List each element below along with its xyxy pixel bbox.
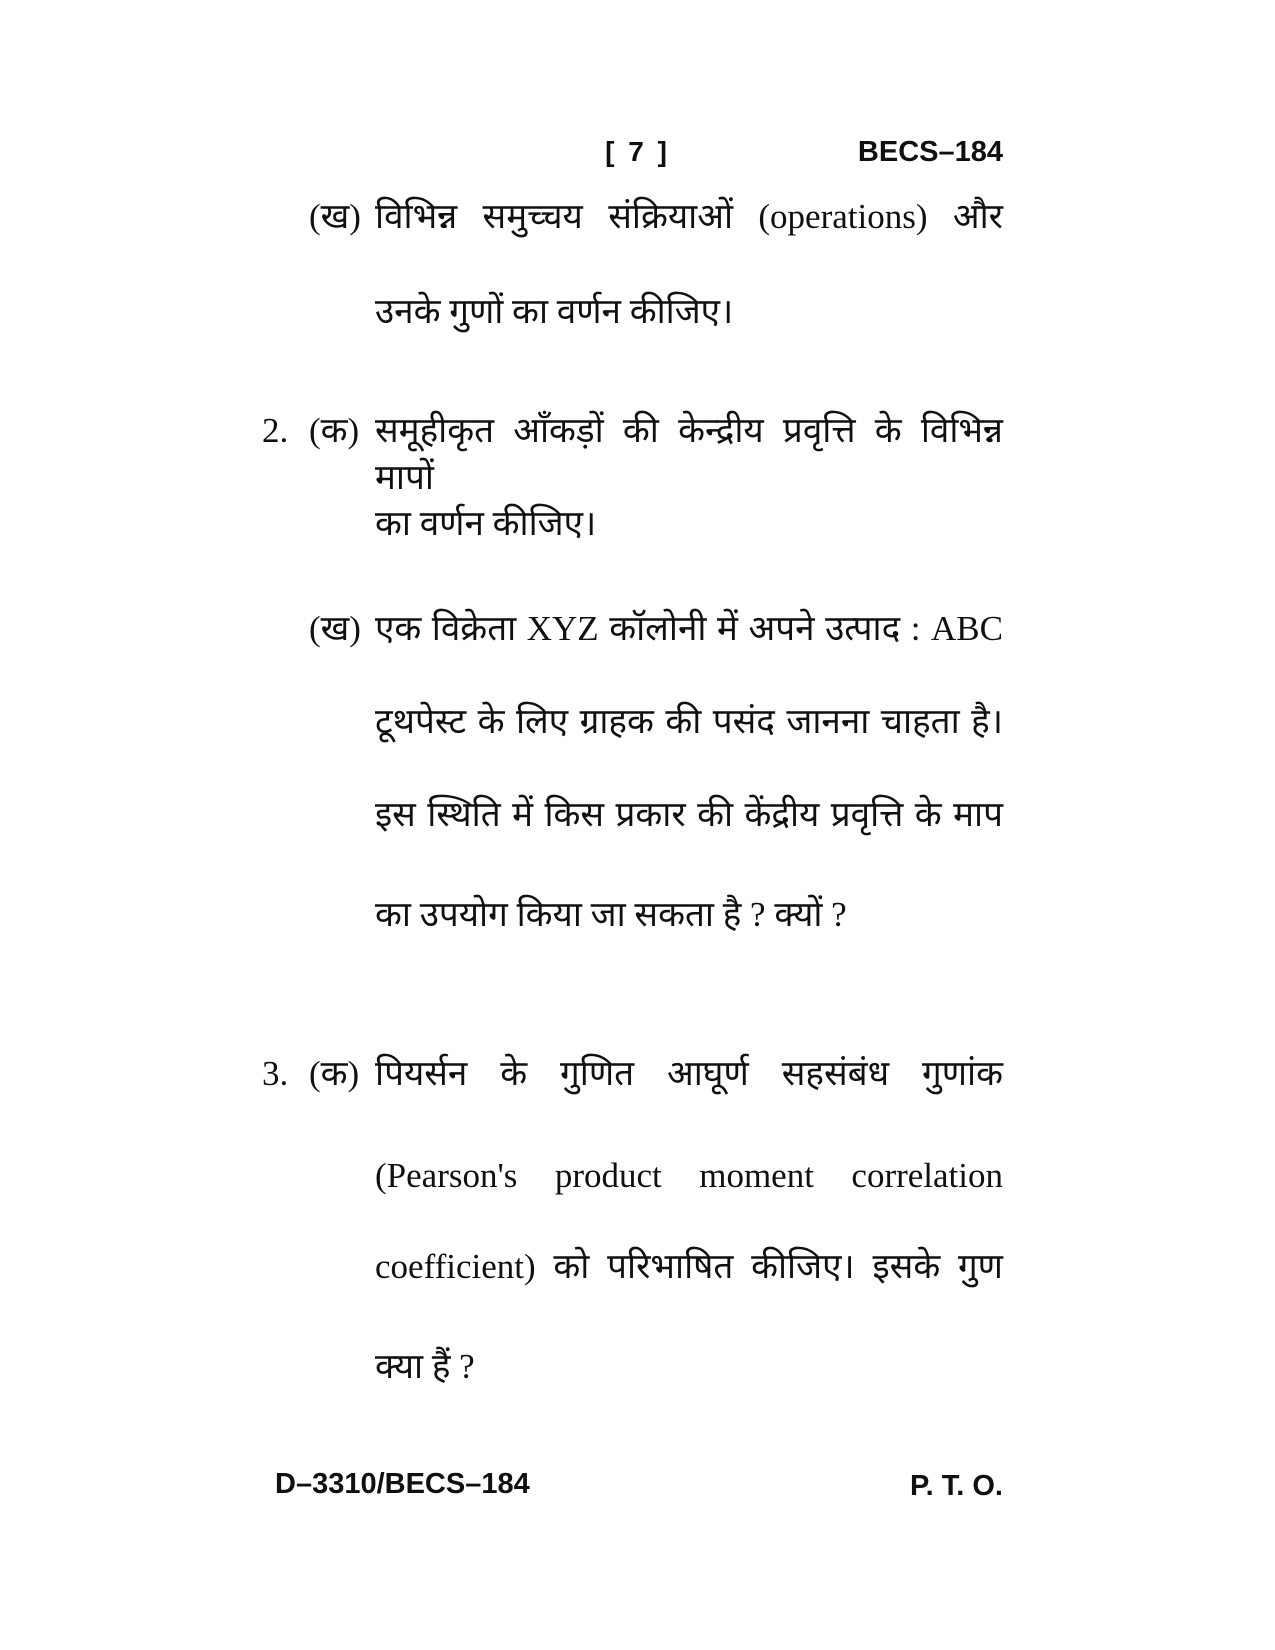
question-line [262, 1050, 1003, 1097]
question-line [375, 791, 1003, 838]
line-text: क्या हैं ? [375, 1347, 475, 1386]
line-text: का वर्णन कीजिए। [375, 504, 597, 543]
page-number: [ 7 ] [605, 136, 670, 167]
line-text: समूहीकृत आँकड़ों की केन्द्रीय प्रवृत्ति के विभिन्न मापों [375, 411, 1003, 498]
question-line [309, 193, 1003, 240]
line-text: टूथपेस्ट के लिए ग्राहक की पसंद जानना चाहता है। [375, 702, 1003, 741]
question-line [375, 891, 1003, 938]
question-line [375, 500, 1003, 547]
line-text: (Pearson's product moment correlation [375, 1156, 1003, 1195]
line-text: उनके गुणों का वर्णन कीजिए। [375, 292, 734, 331]
line-text: का उपयोग किया जा सकता है ? क्यों ? [375, 895, 847, 934]
document-code: D–3310/BECS–184 [275, 1468, 530, 1500]
part-label: (ख) [309, 609, 361, 648]
line-text: एक विक्रेता XYZ कॉलोनी में अपने उत्पाद : ABC [375, 609, 1003, 648]
part-label: (क) [309, 411, 360, 450]
question-line [309, 605, 1003, 652]
question-line [375, 1152, 1003, 1199]
pto-label: P. T. O. [910, 1470, 1003, 1502]
question-2-number: 2. [262, 411, 289, 450]
paper-code: BECS–184 [857, 136, 1003, 168]
question-line [375, 1243, 1003, 1290]
question-line [375, 1343, 1003, 1390]
line-text: इस स्थिति में किस प्रकार की केंद्रीय प्रवृत्ति के माप [375, 795, 1003, 834]
question-line [375, 698, 1003, 745]
line-text: पियर्सन के गुणित आघूर्ण सहसंबंध गुणांक [375, 1054, 1003, 1093]
part-label: (क) [309, 1054, 360, 1093]
question-3-number: 3. [262, 1054, 289, 1093]
part-label: (ख) [309, 197, 361, 236]
question-line [375, 288, 1003, 335]
line-text: विभिन्न समुच्चय संक्रियाओं (operations) और [375, 197, 1003, 236]
line-text: coefficient) को परिभाषित कीजिए। इसके गुण [375, 1247, 1003, 1286]
question-line [262, 407, 1003, 502]
